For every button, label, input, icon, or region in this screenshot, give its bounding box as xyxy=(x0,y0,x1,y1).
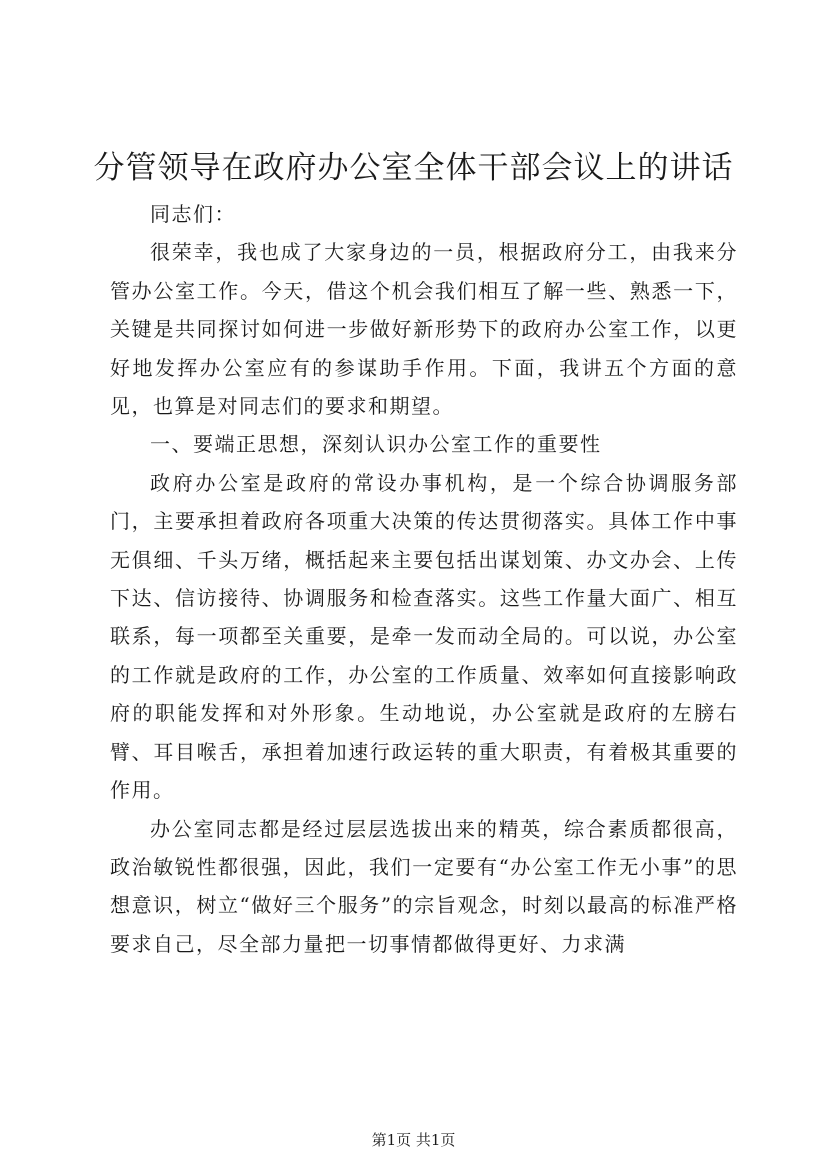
page-footer: 第1页 共1页 xyxy=(371,1131,456,1149)
salutation: 同志们： xyxy=(150,202,236,226)
section-heading-1: 一、要端正思想，深刻认识办公室工作的重要性 xyxy=(150,432,602,457)
document-body xyxy=(110,195,738,963)
paragraph-intro: 很荣幸，我也成了大家身边的一员，根据政府分工，由我来分管办公室工作。今天，借这个机会我们相互了解一些、熟悉一下，关键是共同探讨如何进一步做好新形势下的政府办公室工作，以更好地发挥办公室应有的参谋助手作用。下面，我讲五个方面的意见，也算是对同志们的要求和期望。 xyxy=(110,240,738,419)
paragraph-office-staff: 办公室同志都是经过层层选拔出来的精英，综合素质都很高，政治敏锐性都很强，因此，我们一定要有“办公室工作无小事”的思想意识，树立“做好三个服务”的宗旨观念，时刻以最高的标准严格要求自己，尽全部力量把一切事情都做得更好、力求满 xyxy=(110,816,738,956)
paragraph-office-role: 政府办公室是政府的常设办事机构，是一个综合协调服务部门，主要承担着政府各项重大决策的传达贯彻落实。具体工作中事无俱细、千头万绪，概括起来主要包括出谋划策、办文办会、上传下达、信访接待、协调服务和检查落实。这些工作量大面广、相互联系，每一项都至关重要，是牵一发而动全局的。可以说，办公室的工作就是政府的工作，办公室的工作质量、效率如何直接影响政府的职能发挥和对外形象。生动地说，办公室就是政府的左膀右臂、耳目喉舌，承担着加速行政运转的重大职责，有着极其重要的作用。 xyxy=(110,470,738,803)
document-title: 分管领导在政府办公室全体干部会议上的讲话 xyxy=(93,150,734,186)
